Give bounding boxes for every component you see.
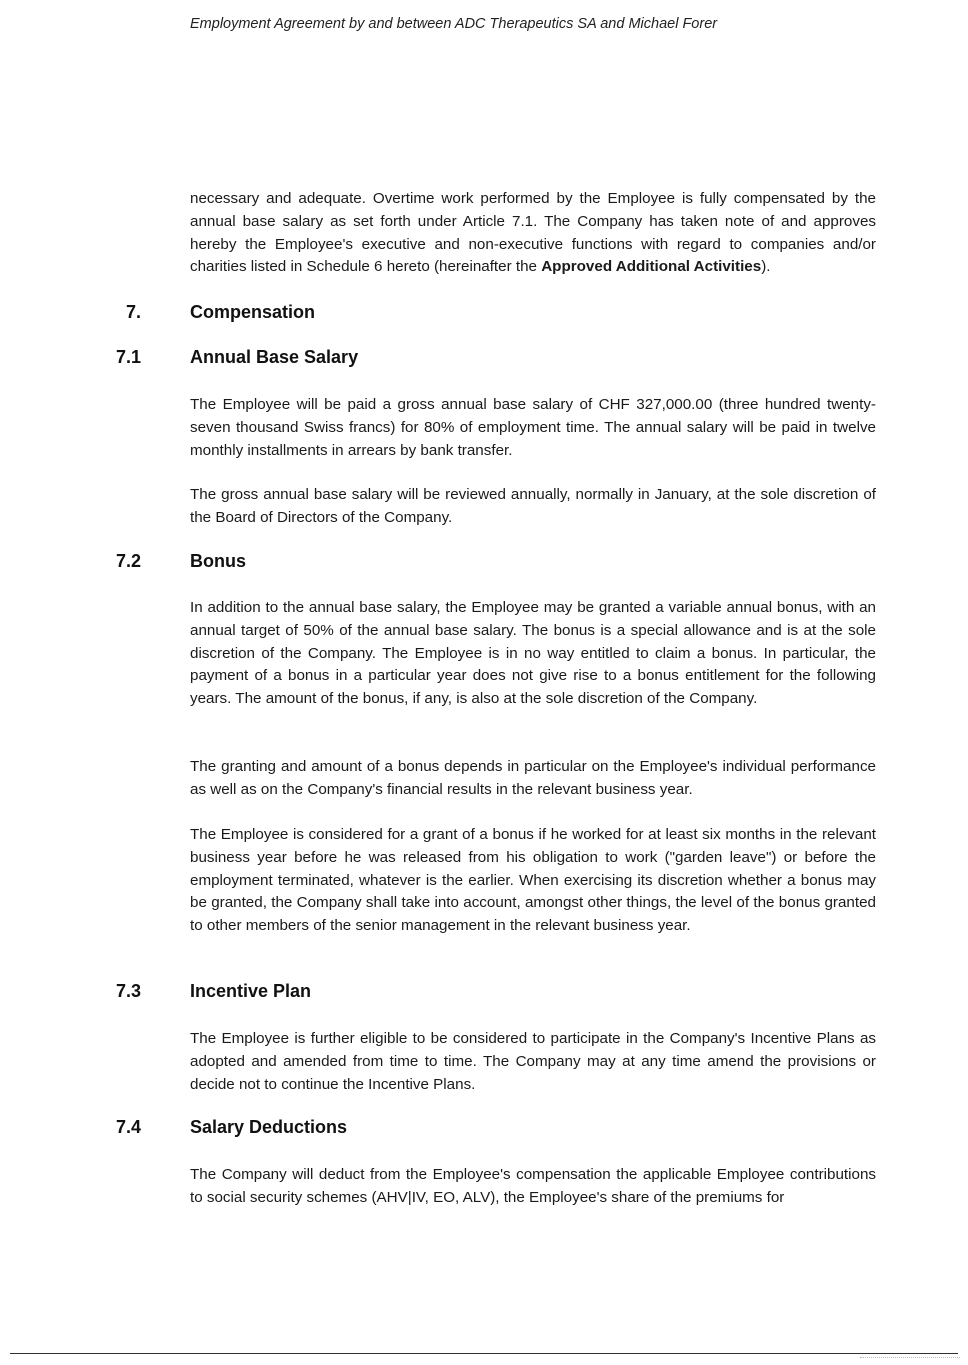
salary-review-paragraph: The gross annual base salary will be reviewed annually, normally in January, at the sole discretion of the Board of Directors of the Company. — [190, 486, 876, 526]
subsection-number: 7.1 — [116, 347, 142, 367]
bonus-paragraph: In addition to the annual base salary, the Employee may be granted a variable annual bonus, with an annual target of 50% of the annual base salary. The bonus is a special allowance and is at the sole discretion of the Company. The Employee is in no way entitled to claim a bonus. In particular, the payment of a bonus in a particular year does not give rise to a bonus entitlement for the following years. The amount of the bonus, if any, is also at the sole discretion of the Company. — [190, 599, 876, 708]
subsection-number: 7.2 — [116, 551, 142, 571]
defined-term: Approved Additional Activities — [541, 258, 762, 276]
subsection-title: Incentive Plan — [190, 981, 312, 1001]
section-number: 7. — [126, 302, 142, 322]
salary-deductions-paragraph: The Company will deduct from the Employee's compensation the applicable Employee contributions to social security schemes (AHV|IV, EO, ALV), the Employee's share of the premiums for — [190, 1166, 876, 1206]
subsection-number: 7.3 — [116, 981, 142, 1001]
running-header: Employment Agreement by and between ADC Therapeutics SA and Michael Forer — [190, 16, 718, 32]
subsection-title: Salary Deductions — [190, 1117, 348, 1137]
subsection-title: Bonus — [190, 551, 246, 571]
intro-paragraph — [190, 188, 876, 279]
subsection-number: 7.4 — [116, 1117, 142, 1137]
subsection-title: Annual Base Salary — [190, 347, 359, 367]
incentive-plan-paragraph: The Employee is further eligible to be considered to participate in the Company's Incentive Plans as adopted and amended from time to time. The Company may at any time amend the provisions or decide not to continue the Incentive Plans. — [190, 1030, 876, 1093]
bonus-eligibility-paragraph: The Employee is considered for a grant of a bonus if he worked for at least six months in the relevant business year before he was released from his obligation to work ("garden leave") or before the employment terminated, whatever is the earlier. When exercising its discretion whether a bonus may be granted, the Company shall take into account, amongst other things, the level of the bonus granted to other members of the senior management in the relevant business year. — [190, 826, 876, 935]
bonus-criteria-paragraph: The granting and amount of a bonus depends in particular on the Employee's individual performance as well as on the Company's financial results in the relevant business year. — [190, 758, 876, 798]
section-title: Compensation — [190, 302, 316, 322]
footer-rule — [10, 1353, 958, 1354]
intro-text: necessary and adequate. Overtime work performed by the Employee is fully compensated by the annual base salary as set forth under Article 7.1. The Company has taken note of and approves hereby the Employee's executive and non-executive functions with regard to companies and/or charities listed in Schedule 6 hereto (hereinafter the — [190, 190, 876, 276]
intro-text-end: ). — [761, 258, 771, 276]
footer-rule-faint — [860, 1357, 960, 1358]
base-salary-paragraph: The Employee will be paid a gross annual base salary of CHF 327,000.00 (three hundred twenty-seven thousand Swiss francs) for 80% of employment time. The annual salary will be paid in twelve monthly installments in arrears by bank transfer. — [190, 396, 876, 459]
